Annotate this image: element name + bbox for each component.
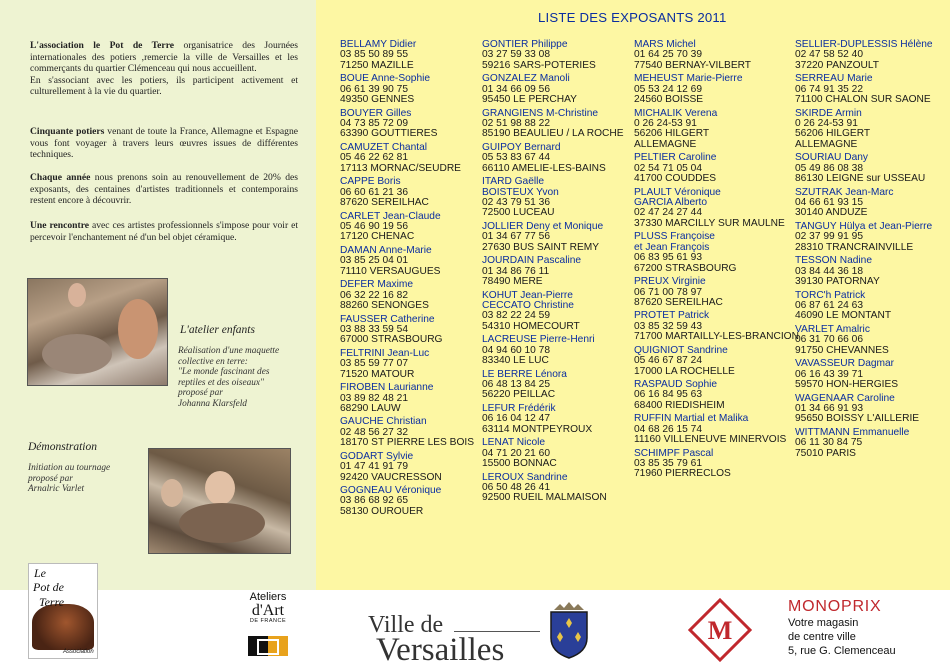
exhibitor-phone: 05 53 83 67 44	[482, 152, 550, 164]
exhibitor-name: CAMUZET Chantal	[340, 141, 427, 153]
exhibitor-entry	[340, 349, 474, 380]
exhibitor-address: 41700 COUDDES	[634, 173, 717, 185]
intro-paragraph-1	[30, 40, 298, 98]
exhibitor-entry	[340, 246, 474, 277]
exhibitor-phone: 06 87 61 24 63	[795, 300, 863, 311]
exhibitor-address: 17000 LA ROCHELLE	[634, 365, 735, 377]
atelier-caption-line: collective en terre:	[178, 356, 248, 367]
exhibitor-phone: 05 49 86 08 38	[795, 162, 863, 174]
exhibitor-name: CECCATO Christine	[482, 300, 574, 311]
exhibitor-phone: 03 88 33 59 54	[340, 323, 408, 335]
versailles-text-1: Ville de	[368, 612, 444, 638]
exhibitor-entry	[795, 188, 933, 219]
exhibitor-address: 63114 MONTPEYROUX	[482, 423, 593, 435]
exhibitor-phone: 02 51 98 88 22	[482, 118, 550, 130]
exhibitor-address: 85190 BEAULIEU / LA ROCHE	[482, 128, 624, 140]
exhibitor-entry	[795, 291, 933, 322]
exhibitors-column-2	[482, 40, 624, 507]
exhibitor-entry	[482, 109, 624, 140]
exhibitor-phone: 06 16 04 12 47	[482, 413, 550, 425]
exhibitor-address: 71700 MARTAILLY-LES-BRANCION	[634, 331, 799, 343]
exhibitors-list-title: LISTE DES EXPOSANTS 2011	[538, 10, 727, 25]
exhibitor-address: 71100 CHALON SUR SAONE	[795, 94, 931, 106]
exhibitor-address: 87620 SEREILHAC	[634, 296, 723, 308]
monoprix-line-3: 5, rue G. Clemenceau	[788, 645, 896, 657]
exhibitor-phone: 03 85 35 79 61	[634, 458, 702, 470]
exhibitor-phone: 06 71 00 78 97	[634, 286, 702, 298]
exhibitor-phone: 06 16 43 39 71	[795, 368, 863, 380]
potter-hands-icon	[32, 604, 94, 650]
ateliers-text-3: DE FRANCE	[249, 618, 287, 624]
exhibitor-address: 17113 MORNAC/SEUDRE	[340, 162, 461, 174]
exhibitors-column-1	[340, 40, 474, 520]
demo-title: Démonstration	[28, 441, 97, 453]
atelier-caption	[178, 346, 279, 410]
exhibitor-name: BOISTEUX Yvon	[482, 186, 559, 198]
demo-caption-line: proposé par	[28, 473, 73, 484]
logo-text-pot: Pot de	[33, 580, 64, 594]
pot-de-terre-logo	[28, 563, 98, 659]
monoprix-name: MONOPRIX	[788, 598, 882, 615]
exhibitor-address: ALLEMAGNE	[634, 138, 697, 150]
exhibitor-address: 56220 PEILLAC	[482, 389, 556, 401]
exhibitor-name: PELTIER Caroline	[634, 152, 717, 164]
exhibitor-entry	[795, 256, 933, 287]
versailles-text-2: Versailles	[376, 632, 505, 668]
exhibitor-name: SERREAU Marie	[795, 73, 873, 85]
exhibitor-entry	[795, 74, 933, 105]
exhibitor-address: 78490 MERE	[482, 276, 543, 288]
exhibitor-name: FAUSSER Catherine	[340, 313, 435, 325]
exhibitor-phone: 03 84 44 36 18	[795, 265, 863, 277]
monoprix-m-logo	[688, 598, 752, 662]
exhibitor-name: DEFER Maxime	[340, 279, 414, 291]
exhibitor-entry	[482, 291, 624, 333]
exhibitor-phone: 02 48 56 27 32	[340, 426, 408, 438]
exhibitor-address: 56206 HILGERT	[634, 128, 710, 140]
exhibitor-entry	[634, 40, 799, 71]
exhibitor-phone: 02 37 99 91 95	[795, 231, 863, 243]
exhibitor-address: 28310 TRANCRAINVILLE	[795, 241, 914, 253]
exhibitor-address: 95650 BOISSY L'AILLERIE	[795, 413, 920, 425]
monoprix-text-block	[788, 598, 948, 668]
exhibitor-entry	[482, 438, 624, 469]
monoprix-line-2: de centre ville	[788, 631, 856, 643]
exhibitor-name: KOHUT Jean-Pierre	[482, 289, 573, 301]
exhibitor-entry	[340, 315, 474, 346]
exhibitor-entry	[340, 177, 474, 208]
exhibitor-address: 63390 GOUTTIERES	[340, 128, 438, 140]
exhibitor-name: GUIPOY Bernard	[482, 141, 561, 153]
exhibitor-address: 72500 LUCEAU	[482, 207, 555, 219]
ateliers-squares-icon	[246, 634, 290, 658]
exhibitor-phone: 02 47 24 27 44	[634, 207, 702, 219]
exhibitor-address: 92500 RUEIL MALMAISON	[482, 492, 607, 504]
exhibitor-entry	[634, 74, 799, 105]
exhibitor-phone: 03 85 50 89 55	[340, 49, 408, 61]
exhibitor-name: PLUSS Françoise	[634, 231, 715, 243]
exhibitor-address: ALLEMAGNE	[795, 138, 858, 150]
exhibitor-name: TESSON Nadine	[795, 255, 873, 267]
exhibitor-address: 18170 ST PIERRE LES BOIS	[340, 437, 475, 449]
exhibitor-entry	[482, 143, 624, 174]
exhibitor-address: 71250 MAZILLE	[340, 59, 414, 71]
exhibitor-phone: 05 46 67 87 24	[634, 355, 702, 367]
exhibitor-phone: 05 46 90 19 56	[340, 220, 408, 232]
exhibitor-address: 67000 STRASBOURG	[340, 334, 443, 346]
exhibitor-phone: 03 85 32 59 43	[634, 320, 702, 332]
exhibitor-name: TORC'h Patrick	[795, 289, 866, 301]
exhibitor-name: JOURDAIN Pascaline	[482, 255, 582, 267]
exhibitor-name: VARLET Amalric	[795, 323, 870, 335]
exhibitor-name: GODART Sylvie	[340, 450, 414, 462]
exhibitor-phone: 03 27 59 33 08	[482, 49, 550, 61]
exhibitor-address: 71110 VERSAUGUES	[340, 265, 441, 277]
exhibitor-entry	[795, 359, 933, 390]
exhibitor-name: FIROBEN Laurianne	[340, 382, 434, 394]
exhibitor-name: FELTRINI Jean-Luc	[340, 347, 430, 359]
exhibitor-phone: 04 94 60 10 78	[482, 344, 550, 356]
exhibitor-phone: 04 71 20 21 60	[482, 447, 550, 459]
exhibitor-entry	[634, 153, 799, 184]
exhibitor-name: GOGNEAU Véronique	[340, 485, 442, 497]
exhibitor-name: BOUE Anne-Sophie	[340, 73, 431, 85]
atelier-caption-line: Johanna Klarsfeld	[178, 398, 247, 409]
exhibitor-entry	[634, 414, 799, 445]
exhibitor-phone: 04 73 85 72 09	[340, 118, 408, 130]
intro-text-4: avec ces artistes professionnels s'impose pour voir et percevoir l'enchantement né d'un bel objet céramique.	[30, 220, 299, 243]
monoprix-m-letter: M	[707, 616, 733, 645]
atelier-caption-line: "Le monde fascinant des	[178, 367, 270, 378]
atelier-photo	[27, 278, 168, 386]
exhibitors-column-4	[795, 40, 933, 462]
intro-text-1b: En s'associant avec les potiers, ils participent activement et culturellement à la vie du quartier.	[30, 74, 298, 98]
intro-paragraph-3	[30, 172, 298, 207]
exhibitor-address: 86130 LEIGNE sur USSEAU	[795, 173, 926, 185]
exhibitor-name: LENAT Nicole	[482, 437, 546, 449]
exhibitor-name: GAUCHE Christian	[340, 416, 427, 428]
exhibitor-name: ITARD Gaëlle	[482, 176, 545, 188]
exhibitor-entry	[482, 370, 624, 401]
exhibitor-phone: 01 34 66 91 93	[795, 402, 863, 414]
demonstration-photo	[148, 448, 291, 554]
intro-bold-3: Chaque année	[30, 172, 91, 183]
exhibitor-name: SKIRDE Armin	[795, 107, 862, 119]
exhibitor-entry	[482, 473, 624, 504]
exhibitor-name: MEHEUST Marie-Pierre	[634, 73, 743, 85]
exhibitor-entry	[795, 394, 933, 425]
exhibitor-phone: 02 43 79 51 36	[482, 197, 550, 209]
exhibitor-entry	[634, 346, 799, 377]
exhibitor-name: MARS Michel	[634, 39, 696, 50]
exhibitor-entry	[795, 222, 933, 253]
exhibitor-phone: 01 34 67 77 56	[482, 231, 550, 243]
exhibitor-phone: 06 60 61 21 36	[340, 186, 408, 198]
logo-text-association: Association	[63, 649, 94, 655]
exhibitor-phone: 03 82 22 24 59	[482, 310, 550, 322]
exhibitor-address: 37330 MARCILLY SUR MAULNE	[634, 217, 785, 229]
exhibitor-phone: 01 64 25 70 39	[634, 49, 702, 61]
exhibitor-entry	[340, 280, 474, 311]
logo-text-le: Le	[34, 566, 46, 580]
exhibitor-name: PLAULT Véronique	[634, 186, 721, 198]
demo-caption-line: Arnalric Varlet	[28, 484, 85, 495]
exhibitor-address: 58130 OUROUER	[340, 505, 424, 517]
exhibitor-name: MICHALIK Verena	[634, 107, 718, 119]
exhibitor-entry	[795, 325, 933, 356]
exhibitor-entry	[340, 486, 474, 517]
logo-text-terre: Terre	[39, 595, 65, 609]
exhibitor-name: QUIGNIOT Sandrine	[634, 344, 728, 356]
exhibitor-name: BELLAMY Didier	[340, 39, 417, 50]
exhibitor-name: GARCIA Alberto	[634, 197, 708, 209]
intro-bold-4: Une rencontre	[30, 220, 90, 231]
exhibitor-address: 91750 CHEVANNES	[795, 344, 889, 356]
exhibitor-phone: 06 31 70 66 06	[795, 334, 863, 346]
exhibitor-phone: 05 46 22 62 81	[340, 152, 408, 164]
exhibitor-address: 15500 BONNAC	[482, 458, 557, 470]
exhibitor-address: 75010 PARIS	[795, 447, 856, 459]
exhibitor-entry	[795, 153, 933, 184]
exhibitor-entry	[482, 335, 624, 366]
exhibitor-entry	[340, 40, 474, 71]
exhibitor-name: GONZALEZ Manoli	[482, 73, 570, 85]
exhibitor-name: WAGENAAR Caroline	[795, 392, 895, 404]
exhibitor-name: SELLIER-DUPLESSIS Hélène	[795, 39, 933, 50]
exhibitor-name: DAMAN Anne-Marie	[340, 244, 432, 256]
exhibitor-entry	[795, 428, 933, 459]
exhibitors-column-3	[634, 40, 799, 483]
exhibitor-entry	[340, 452, 474, 483]
exhibitor-address: 71520 MATOUR	[340, 368, 415, 380]
exhibitor-phone: 06 11 30 84 75	[795, 437, 863, 449]
exhibitor-phone: 03 85 59 77 07	[340, 358, 408, 370]
exhibitor-address: 37220 PANZOULT	[795, 59, 879, 71]
exhibitor-address: 56206 HILGERT	[795, 128, 871, 140]
exhibitor-entry	[340, 74, 474, 105]
exhibitor-entry	[795, 109, 933, 151]
exhibitor-phone: 01 34 86 76 11	[482, 265, 550, 277]
intro-text-1: organisatrice des Journées internationales des potiers ,remercie la ville de Versailles et les commerçants du quartier Clémenceau qui nous accueillent.	[30, 40, 298, 75]
exhibitor-name: WITTMANN Emmanuelle	[795, 426, 910, 438]
exhibitor-address: 59570 HON-HERGIES	[795, 379, 899, 391]
exhibitor-address: 92420 VAUCRESSON	[340, 471, 442, 483]
exhibitor-address: 88260 SENONGES	[340, 300, 429, 311]
intro-text-2: venant de toute la France, Allemagne et Espagne vous font voyager à travers leurs œuvres issues de différentes techniques.	[30, 126, 299, 161]
intro-bold-1: L'association le Pot de Terre	[30, 40, 175, 51]
demo-caption-line: Initiation au tournage	[28, 463, 111, 473]
monoprix-line-1: Votre magasin	[788, 617, 859, 629]
exhibitor-entry	[482, 404, 624, 435]
atelier-caption-line: reptiles et des oiseaux"	[178, 377, 264, 388]
exhibitor-phone: 04 66 61 93 15	[795, 197, 863, 209]
exhibitor-phone: 06 74 91 35 22	[795, 83, 863, 95]
atelier-caption-line: Réalisation d'une maquette	[178, 346, 280, 356]
exhibitor-name: VAVASSEUR Dagmar	[795, 358, 895, 370]
exhibitor-name: JOLLIER Deny et Monique	[482, 220, 604, 232]
exhibitor-name: RASPAUD Sophie	[634, 379, 718, 391]
exhibitor-phone: 0 26 24-53 91	[795, 118, 858, 130]
ville-de-versailles-logo	[368, 600, 628, 666]
exhibitor-name: CAPPE Boris	[340, 176, 401, 188]
exhibitor-address: 59216 SARS-POTERIES	[482, 59, 596, 71]
exhibitor-phone: 06 48 13 84 25	[482, 379, 550, 391]
exhibitor-address: 83340 LE LUC	[482, 355, 549, 367]
exhibitor-entry	[634, 232, 799, 274]
exhibitor-phone: 03 86 68 92 65	[340, 495, 408, 507]
exhibitor-address: 87620 SEREILHAC	[340, 197, 429, 209]
monoprix-diamond-icon	[688, 598, 752, 662]
exhibitor-address: 24560 BOISSE	[634, 94, 704, 106]
exhibitor-address: 11160 VILLENEUVE MINERVOIS	[634, 434, 787, 446]
exhibitor-address: 49350 GENNES	[340, 94, 415, 106]
intro-text-3: nous prenons soin au renouvellement de 20% des exposants, des centaines d'artistes traditionnels et contemporains restent encore à découvrir.	[30, 172, 298, 207]
atelier-title: L'atelier enfants	[180, 324, 255, 336]
exhibitor-phone: 06 83 95 61 93	[634, 252, 702, 264]
exhibitor-entry	[340, 212, 474, 243]
exhibitor-name: BOUYER Gilles	[340, 107, 412, 119]
exhibitor-entry	[634, 277, 799, 308]
exhibitor-entry	[634, 109, 799, 151]
exhibitor-entry	[634, 188, 799, 230]
atelier-caption-line: proposé par	[178, 388, 223, 399]
exhibitor-address: 30140 ANDUZE	[795, 207, 868, 219]
exhibitor-name: LACREUSE Pierre-Henri	[482, 334, 595, 346]
exhibitor-name: SZUTRAK Jean-Marc	[795, 186, 894, 198]
ateliers-text-2: d'Art	[251, 602, 285, 619]
left-panel	[0, 0, 316, 590]
exhibitor-name: PROTET Patrick	[634, 310, 710, 322]
exhibitor-name: RUFFIN Martial et Malika	[634, 413, 749, 425]
exhibitor-entry	[634, 311, 799, 342]
exhibitor-address: 17120 CHENAC	[340, 231, 415, 243]
exhibitor-phone: 01 47 41 91 79	[340, 461, 408, 473]
exhibitor-entry	[482, 177, 624, 219]
exhibitor-address: 71960 PIERRECLOS	[634, 468, 731, 480]
exhibitor-entry	[482, 256, 624, 287]
exhibitor-name: PREUX Virginie	[634, 276, 706, 288]
exhibitor-name: CARLET Jean-Claude	[340, 210, 441, 222]
exhibitor-name: SCHIMPF Pascal	[634, 447, 714, 459]
exhibitor-entry	[634, 380, 799, 411]
exhibitor-address: 95450 LE PERCHAY	[482, 94, 577, 106]
exhibitor-entry	[340, 383, 474, 414]
exhibitor-phone: 02 47 58 52 40	[795, 49, 863, 61]
exhibitor-address: 27630 BUS SAINT REMY	[482, 241, 600, 253]
exhibitor-entry	[795, 40, 933, 71]
exhibitor-address: 66110 AMELIE-LES-BAINS	[482, 162, 606, 174]
exhibitor-phone: 04 68 26 15 74	[634, 423, 702, 435]
exhibitor-address: 39130 PATORNAY	[795, 276, 880, 288]
versailles-coat-of-arms-icon	[546, 600, 592, 660]
exhibitor-phone: 02 54 71 05 04	[634, 162, 702, 174]
exhibitor-phone: 06 16 84 95 63	[634, 389, 702, 401]
exhibitor-phone: 03 89 82 48 21	[340, 392, 408, 404]
intro-bold-2: Cinquante potiers	[30, 126, 105, 137]
exhibitor-phone: 01 34 66 09 56	[482, 83, 550, 95]
exhibitor-name: TANGUY Hülya et Jean-Pierre	[795, 220, 933, 232]
ateliers-text-1: Ateliers	[249, 591, 287, 603]
exhibitor-address: 77540 BERNAY-VILBERT	[634, 59, 752, 71]
exhibitor-phone: 06 61 39 90 75	[340, 83, 408, 95]
exhibitor-name: GRANGIENS M-Christine	[482, 107, 599, 119]
exhibitor-name: SOURIAU Dany	[795, 152, 869, 164]
exhibitor-phone: 03 85 25 04 01	[340, 255, 408, 267]
exhibitor-entry	[482, 222, 624, 253]
exhibitor-address: 68290 LAUW	[340, 402, 401, 414]
exhibitor-entry	[482, 40, 624, 71]
exhibitor-address: 68400 RIEDISHEIM	[634, 399, 725, 411]
exhibitor-address: 54310 HOMECOURT	[482, 320, 580, 332]
ateliers-art-france-logo	[242, 592, 294, 662]
exhibitor-entry	[340, 109, 474, 140]
intro-paragraph-2	[30, 126, 298, 161]
exhibitor-name: LEFUR Frédérik	[482, 402, 556, 414]
exhibitor-address: 46090 LE MONTANT	[795, 310, 892, 322]
exhibitor-name: LEROUX Sandrine	[482, 471, 568, 483]
exhibitor-name: et Jean François	[634, 241, 710, 253]
demo-caption	[28, 463, 110, 495]
exhibitor-phone: 05 53 24 12 69	[634, 83, 702, 95]
exhibitor-phone: 06 32 22 16 82	[340, 289, 408, 301]
exhibitor-phone: 06 50 48 26 41	[482, 481, 550, 493]
exhibitor-name: GONTIER Philippe	[482, 39, 568, 50]
exhibitor-entry	[482, 74, 624, 105]
exhibitor-entry	[340, 417, 474, 448]
exhibitor-entry	[634, 449, 799, 480]
exhibitor-entry	[340, 143, 474, 174]
exhibitor-phone: 0 26 24-53 91	[634, 118, 697, 130]
exhibitor-address: 67200 STRASBOURG	[634, 262, 737, 274]
exhibitor-name: LE BERRE Lénora	[482, 368, 567, 380]
intro-paragraph-4	[30, 220, 298, 243]
